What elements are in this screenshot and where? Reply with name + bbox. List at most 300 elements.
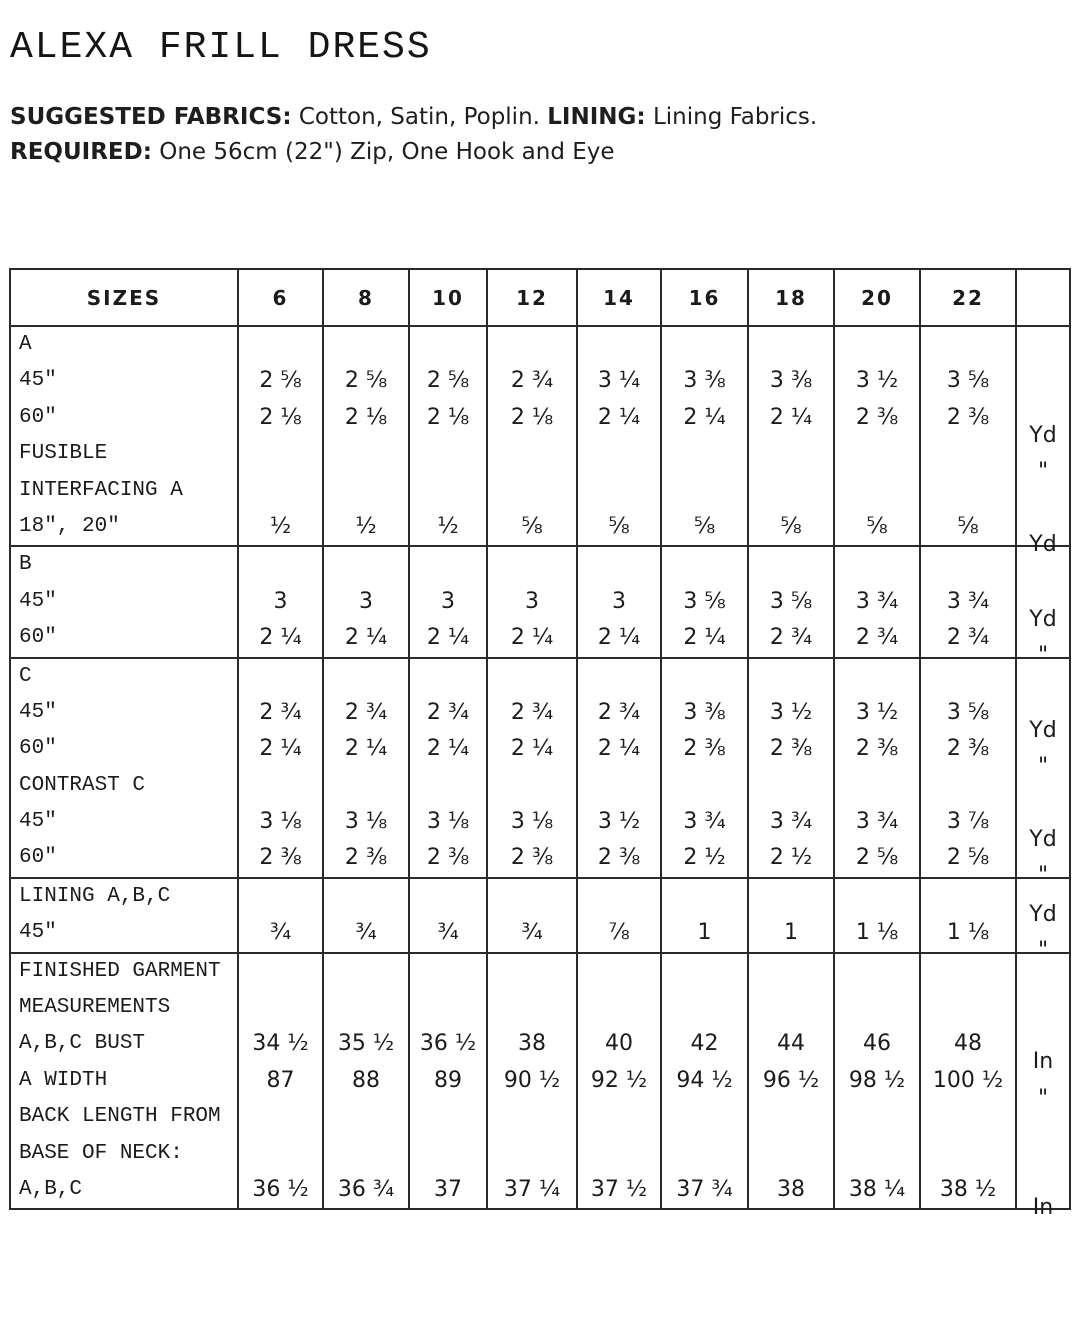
value-cell: 89: [434, 1067, 462, 1093]
fabrics-label: SUGGESTED FABRICS:: [10, 104, 292, 130]
value-cell: 3 ⅛: [510, 809, 554, 835]
row-label: 60″: [19, 405, 57, 429]
size-column-values: [834, 326, 920, 546]
value-cell: [749, 954, 833, 990]
size-column-values: [409, 546, 487, 657]
required-value: One 56cm (22") Zip, One Hook and Eye: [159, 139, 615, 165]
size-column-values: [834, 546, 920, 657]
value-cell: 37 ¼: [503, 1176, 561, 1202]
value-cell: 3 ¾: [683, 809, 726, 835]
value-cell: [239, 327, 322, 363]
row-label: BASE OF NECK:: [19, 1141, 183, 1165]
size-column-values: [409, 878, 487, 953]
value-cell: 90 ½: [503, 1067, 561, 1093]
value-cell: [239, 990, 322, 1026]
row-label: LINING A,B,C: [19, 884, 171, 908]
value-cell: ⅝: [866, 513, 888, 539]
size-column-values: [748, 953, 834, 1210]
value-cell: [921, 327, 1015, 363]
size-column-values: [834, 878, 920, 953]
value-cell: [749, 879, 833, 915]
size-column-values: [409, 658, 487, 878]
value-cell: [578, 1136, 660, 1172]
size-heading: 14: [577, 269, 661, 326]
value-cell: [749, 1099, 833, 1135]
value-cell: ¾: [269, 920, 292, 946]
size-column-values: [920, 658, 1016, 878]
value-cell: [488, 327, 576, 363]
value-cell: [835, 547, 919, 583]
size-column-values: [487, 878, 577, 953]
size-column-values: [577, 878, 661, 953]
value-cell: 2 ¼: [259, 625, 302, 651]
size-column-values: [748, 878, 834, 953]
value-cell: [662, 327, 747, 363]
value-cell: 2 ¾: [510, 368, 554, 394]
value-cell: 2 ¼: [510, 736, 554, 762]
value-cell: 36 ¾: [337, 1176, 395, 1202]
value-cell: [921, 954, 1015, 990]
value-cell: 3 ⅝: [946, 699, 990, 725]
value-cell: [324, 990, 408, 1026]
value-cell: 37 ½: [590, 1176, 648, 1202]
lining-label: LINING:: [547, 104, 646, 130]
value-cell: 2 ⅜: [426, 845, 470, 871]
value-cell: [921, 1099, 1015, 1135]
row-label: A,B,C BUST: [19, 1032, 146, 1056]
value-cell: 2 ¾: [259, 699, 302, 725]
size-heading: 12: [487, 269, 577, 326]
size-column-values: [577, 953, 661, 1210]
unit-cell: In: [1032, 1049, 1054, 1075]
unit-cell: Yd: [1029, 531, 1057, 557]
size-column-values: [920, 546, 1016, 657]
size-column-values: [920, 953, 1016, 1210]
unit-cell: Yd: [1029, 717, 1057, 743]
value-cell: [749, 1136, 833, 1172]
unit-cell: [1017, 972, 1069, 1008]
fabrics-value: Cotton, Satin, Poplin.: [298, 104, 540, 130]
value-cell: [662, 879, 747, 915]
value-cell: [921, 659, 1015, 695]
row-label: B: [19, 553, 32, 577]
value-cell: [578, 768, 660, 804]
value-cell: [239, 1136, 322, 1172]
value-cell: [578, 954, 660, 990]
value-cell: [488, 1136, 576, 1172]
value-cell: 3 ⅜: [683, 368, 726, 394]
value-cell: 2 ¼: [344, 736, 388, 762]
value-cell: 36 ½: [419, 1031, 477, 1057]
value-cell: [410, 327, 486, 363]
value-cell: 37: [434, 1176, 462, 1202]
value-cell: [239, 659, 322, 695]
row-label: 45″: [19, 369, 57, 393]
value-cell: [578, 327, 660, 363]
size-column-values: [577, 658, 661, 878]
value-cell: 2 ⅜: [946, 404, 990, 430]
size-heading: 18: [748, 269, 834, 326]
value-cell: 2 ⅜: [259, 845, 302, 871]
value-cell: 2 ⅝: [344, 368, 388, 394]
value-cell: 3 ⅜: [683, 699, 726, 725]
value-cell: [662, 954, 747, 990]
value-cell: [921, 879, 1015, 915]
value-cell: 3 ¾: [855, 809, 899, 835]
value-cell: [239, 473, 322, 509]
value-cell: 3 ⅛: [259, 809, 302, 835]
value-cell: 98 ½: [848, 1067, 906, 1093]
section-row: [10, 326, 1070, 546]
size-column-values: [577, 546, 661, 657]
value-cell: 2 ¼: [510, 625, 554, 651]
value-cell: [578, 473, 660, 509]
value-cell: 2 ⅝: [855, 845, 899, 871]
value-cell: [921, 1136, 1015, 1172]
pattern-title: ALEXA FRILL DRESS: [10, 26, 432, 69]
value-cell: [921, 436, 1015, 472]
unit-cell: [1017, 1154, 1069, 1190]
row-label: A: [19, 333, 32, 356]
value-cell: 3 ⅜: [769, 368, 813, 394]
unit-cell: [1017, 491, 1069, 527]
row-label: CONTRAST C: [19, 773, 146, 797]
value-cell: [835, 879, 919, 915]
value-cell: 3: [273, 588, 288, 614]
value-cell: [662, 659, 747, 695]
value-cell: 2 ¼: [597, 625, 641, 651]
size-chart-table: [9, 268, 1071, 1220]
value-cell: [749, 327, 833, 363]
value-cell: 40: [605, 1031, 633, 1057]
value-cell: 2 ¾: [344, 699, 388, 725]
size-column-values: [487, 546, 577, 657]
value-cell: 2 ⅜: [597, 845, 641, 871]
value-cell: [749, 659, 833, 695]
fabric-requirements: [10, 100, 817, 170]
value-cell: [410, 1136, 486, 1172]
value-cell: ⅞: [608, 920, 630, 946]
unit-cell: ": [1037, 938, 1049, 964]
value-cell: [835, 473, 919, 509]
value-cell: [324, 547, 408, 583]
value-cell: ⅝: [608, 513, 630, 539]
value-cell: 2 ⅜: [769, 736, 813, 762]
value-cell: 3 ¾: [946, 588, 990, 614]
size-column-values: [920, 878, 1016, 953]
unit-heading: [1016, 269, 1070, 326]
value-cell: 2 ¼: [597, 736, 641, 762]
size-column-values: [409, 953, 487, 1210]
value-cell: [662, 473, 747, 509]
value-cell: [324, 473, 408, 509]
value-cell: 2 ⅜: [510, 845, 554, 871]
value-cell: 1 ⅛: [946, 920, 990, 946]
value-cell: [749, 990, 833, 1026]
row-label: 45″: [19, 589, 57, 613]
value-cell: ½: [269, 513, 292, 539]
row-label: 60″: [19, 846, 57, 870]
value-cell: [578, 990, 660, 1026]
unit-cell: ": [1037, 1085, 1049, 1111]
section-labels: [10, 658, 238, 878]
size-column-values: [238, 658, 323, 878]
value-cell: 87: [266, 1067, 295, 1093]
value-cell: 3 ¼: [597, 368, 641, 394]
unit-cell: [1017, 677, 1069, 713]
value-cell: [324, 768, 408, 804]
value-cell: 2 ⅝: [946, 845, 990, 871]
value-cell: [578, 879, 660, 915]
required-label: REQUIRED:: [10, 139, 152, 165]
size-column-values: [487, 326, 577, 546]
size-heading: 22: [920, 269, 1016, 326]
size-column-values: [748, 658, 834, 878]
value-cell: [324, 954, 408, 990]
value-cell: [921, 547, 1015, 583]
size-column-values: [661, 546, 748, 657]
value-cell: 2 ⅜: [855, 404, 899, 430]
value-cell: [324, 879, 408, 915]
value-cell: ⅝: [780, 513, 802, 539]
row-label: 45″: [19, 700, 57, 724]
row-label: MEASUREMENTS: [19, 996, 171, 1020]
size-column-values: [238, 326, 323, 546]
section-row: [10, 878, 1070, 953]
section-row: [10, 658, 1070, 878]
value-cell: [488, 436, 576, 472]
value-cell: 1 ⅛: [855, 920, 899, 946]
row-label: 45″: [19, 921, 57, 945]
unit-cell: Yd: [1029, 827, 1057, 853]
size-column-values: [409, 326, 487, 546]
value-cell: ¾: [355, 920, 377, 946]
value-cell: [835, 659, 919, 695]
value-cell: 3 ½: [597, 809, 641, 835]
size-column-values: [834, 953, 920, 1210]
value-cell: 37 ¾: [676, 1176, 733, 1202]
size-column-values: [323, 878, 409, 953]
value-cell: 2 ⅜: [855, 736, 899, 762]
value-cell: 36 ½: [252, 1176, 309, 1202]
value-cell: 2 ⅛: [259, 404, 302, 430]
value-cell: [410, 990, 486, 1026]
value-cell: [488, 659, 576, 695]
row-label: BACK LENGTH FROM: [19, 1105, 221, 1129]
value-cell: 2 ⅛: [510, 404, 554, 430]
value-cell: 35 ½: [337, 1031, 395, 1057]
value-cell: 2 ¾: [946, 625, 990, 651]
value-cell: [239, 547, 322, 583]
value-cell: 2 ¾: [855, 625, 899, 651]
unit-cell: Yd: [1029, 901, 1057, 927]
sizes-heading: SIZES: [10, 269, 238, 326]
value-cell: [239, 954, 322, 990]
value-cell: [835, 327, 919, 363]
value-cell: [324, 659, 408, 695]
size-column-values: [834, 658, 920, 878]
section-labels: [10, 546, 238, 657]
size-column-values: [661, 326, 748, 546]
value-cell: [662, 1099, 747, 1135]
value-cell: 38: [518, 1031, 546, 1057]
value-cell: [921, 990, 1015, 1026]
value-cell: 3 ⅝: [769, 588, 813, 614]
value-cell: [835, 436, 919, 472]
value-cell: [410, 1099, 486, 1135]
value-cell: 2 ¾: [426, 699, 470, 725]
value-cell: ½: [437, 513, 459, 539]
size-column-values: [323, 326, 409, 546]
value-cell: [749, 547, 833, 583]
value-cell: ⅝: [693, 513, 716, 539]
value-cell: [921, 768, 1015, 804]
value-cell: 38 ½: [939, 1176, 997, 1202]
fabrics-line: [10, 100, 817, 135]
value-cell: ¾: [521, 920, 543, 946]
value-cell: [835, 768, 919, 804]
value-cell: [239, 879, 322, 915]
unit-cell: Yd: [1029, 422, 1057, 448]
size-column-values: [661, 658, 748, 878]
value-cell: [410, 879, 486, 915]
value-cell: 44: [777, 1031, 805, 1057]
value-cell: 2 ⅛: [344, 404, 388, 430]
value-cell: [578, 436, 660, 472]
lining-value: Lining Fabrics.: [652, 104, 818, 130]
value-cell: [662, 768, 747, 804]
row-label: 18″, 20″: [19, 514, 120, 538]
value-cell: [662, 436, 747, 472]
row-label: 60″: [19, 626, 57, 650]
unit-cell: [1017, 1008, 1069, 1044]
section-labels: [10, 953, 238, 1210]
size-column-values: [323, 953, 409, 1210]
value-cell: 3: [441, 588, 455, 614]
value-cell: 96 ½: [762, 1067, 820, 1093]
value-cell: 2 ¾: [597, 699, 641, 725]
value-cell: 1: [784, 920, 798, 946]
value-cell: 3 ½: [855, 368, 899, 394]
value-cell: 2 ½: [683, 845, 726, 871]
size-column-values: [661, 953, 748, 1210]
value-cell: [410, 473, 486, 509]
value-cell: [578, 547, 660, 583]
value-cell: 3 ⅞: [946, 809, 990, 835]
value-cell: ⅝: [957, 513, 979, 539]
value-cell: [488, 990, 576, 1026]
value-cell: 100 ½: [932, 1067, 1004, 1093]
row-label: C: [19, 664, 32, 688]
value-cell: [239, 436, 322, 472]
value-cell: 2 ¼: [597, 404, 641, 430]
value-cell: [324, 327, 408, 363]
value-cell: 2 ⅜: [344, 845, 388, 871]
value-cell: 2 ½: [769, 845, 813, 871]
value-cell: 46: [863, 1031, 891, 1057]
value-cell: ¾: [437, 920, 459, 946]
size-heading: 16: [661, 269, 748, 326]
size-heading: 6: [238, 269, 323, 326]
size-column-values: [487, 658, 577, 878]
value-cell: 3 ½: [769, 699, 813, 725]
size-heading: 20: [834, 269, 920, 326]
value-cell: 2 ¼: [426, 625, 470, 651]
value-cell: 42: [690, 1031, 719, 1057]
value-cell: [488, 954, 576, 990]
value-cell: 2 ¼: [683, 625, 726, 651]
value-cell: 48: [954, 1031, 982, 1057]
row-label: 60″: [19, 737, 57, 761]
value-cell: 2 ¼: [344, 625, 388, 651]
row-label: FUSIBLE: [19, 442, 108, 466]
size-heading: 10: [409, 269, 487, 326]
row-label: A,B,C: [19, 1177, 83, 1201]
value-cell: [488, 768, 576, 804]
unit-cell: Yd: [1029, 606, 1057, 632]
value-cell: 3: [612, 588, 626, 614]
value-cell: [749, 473, 833, 509]
size-column-values: [661, 878, 748, 953]
value-cell: 2 ¼: [259, 736, 302, 762]
value-cell: [662, 990, 747, 1026]
value-cell: [662, 1136, 747, 1172]
value-cell: [835, 954, 919, 990]
unit-cell: ": [1037, 754, 1049, 780]
row-label: INTERFACING A: [19, 478, 183, 502]
value-cell: [749, 768, 833, 804]
value-cell: 2 ¼: [769, 404, 813, 430]
value-cell: 3 ⅝: [946, 368, 990, 394]
value-cell: 3 ¾: [855, 588, 899, 614]
value-cell: ½: [355, 513, 377, 539]
value-cell: 3: [525, 588, 539, 614]
value-cell: [488, 1099, 576, 1135]
value-cell: [488, 547, 576, 583]
size-column-values: [323, 658, 409, 878]
value-cell: [835, 1136, 919, 1172]
value-cell: 2 ¾: [510, 699, 554, 725]
value-cell: [324, 1099, 408, 1135]
value-cell: [410, 436, 486, 472]
value-cell: 3 ⅝: [683, 588, 726, 614]
value-cell: [488, 473, 576, 509]
value-cell: [488, 879, 576, 915]
unit-cell: In: [1032, 1194, 1054, 1220]
value-cell: 3 ½: [855, 699, 899, 725]
size-column-values: [577, 326, 661, 546]
unit-cell: [1017, 565, 1069, 601]
value-cell: [578, 659, 660, 695]
size-column-values: [323, 546, 409, 657]
section-labels: [10, 326, 238, 546]
row-label: 45″: [19, 810, 57, 834]
value-cell: [921, 473, 1015, 509]
value-cell: 92 ½: [590, 1067, 648, 1093]
value-cell: [578, 1099, 660, 1135]
value-cell: 2 ⅛: [426, 404, 470, 430]
value-cell: [324, 1136, 408, 1172]
value-cell: 2 ⅜: [683, 736, 726, 762]
value-cell: [410, 547, 486, 583]
unit-cell: [1017, 345, 1069, 381]
value-cell: 3 ⅛: [344, 809, 388, 835]
value-cell: 3: [359, 588, 373, 614]
size-column-values: [748, 546, 834, 657]
section-row: [10, 953, 1070, 1210]
size-column-values: [238, 953, 323, 1210]
value-cell: 1: [697, 920, 712, 946]
